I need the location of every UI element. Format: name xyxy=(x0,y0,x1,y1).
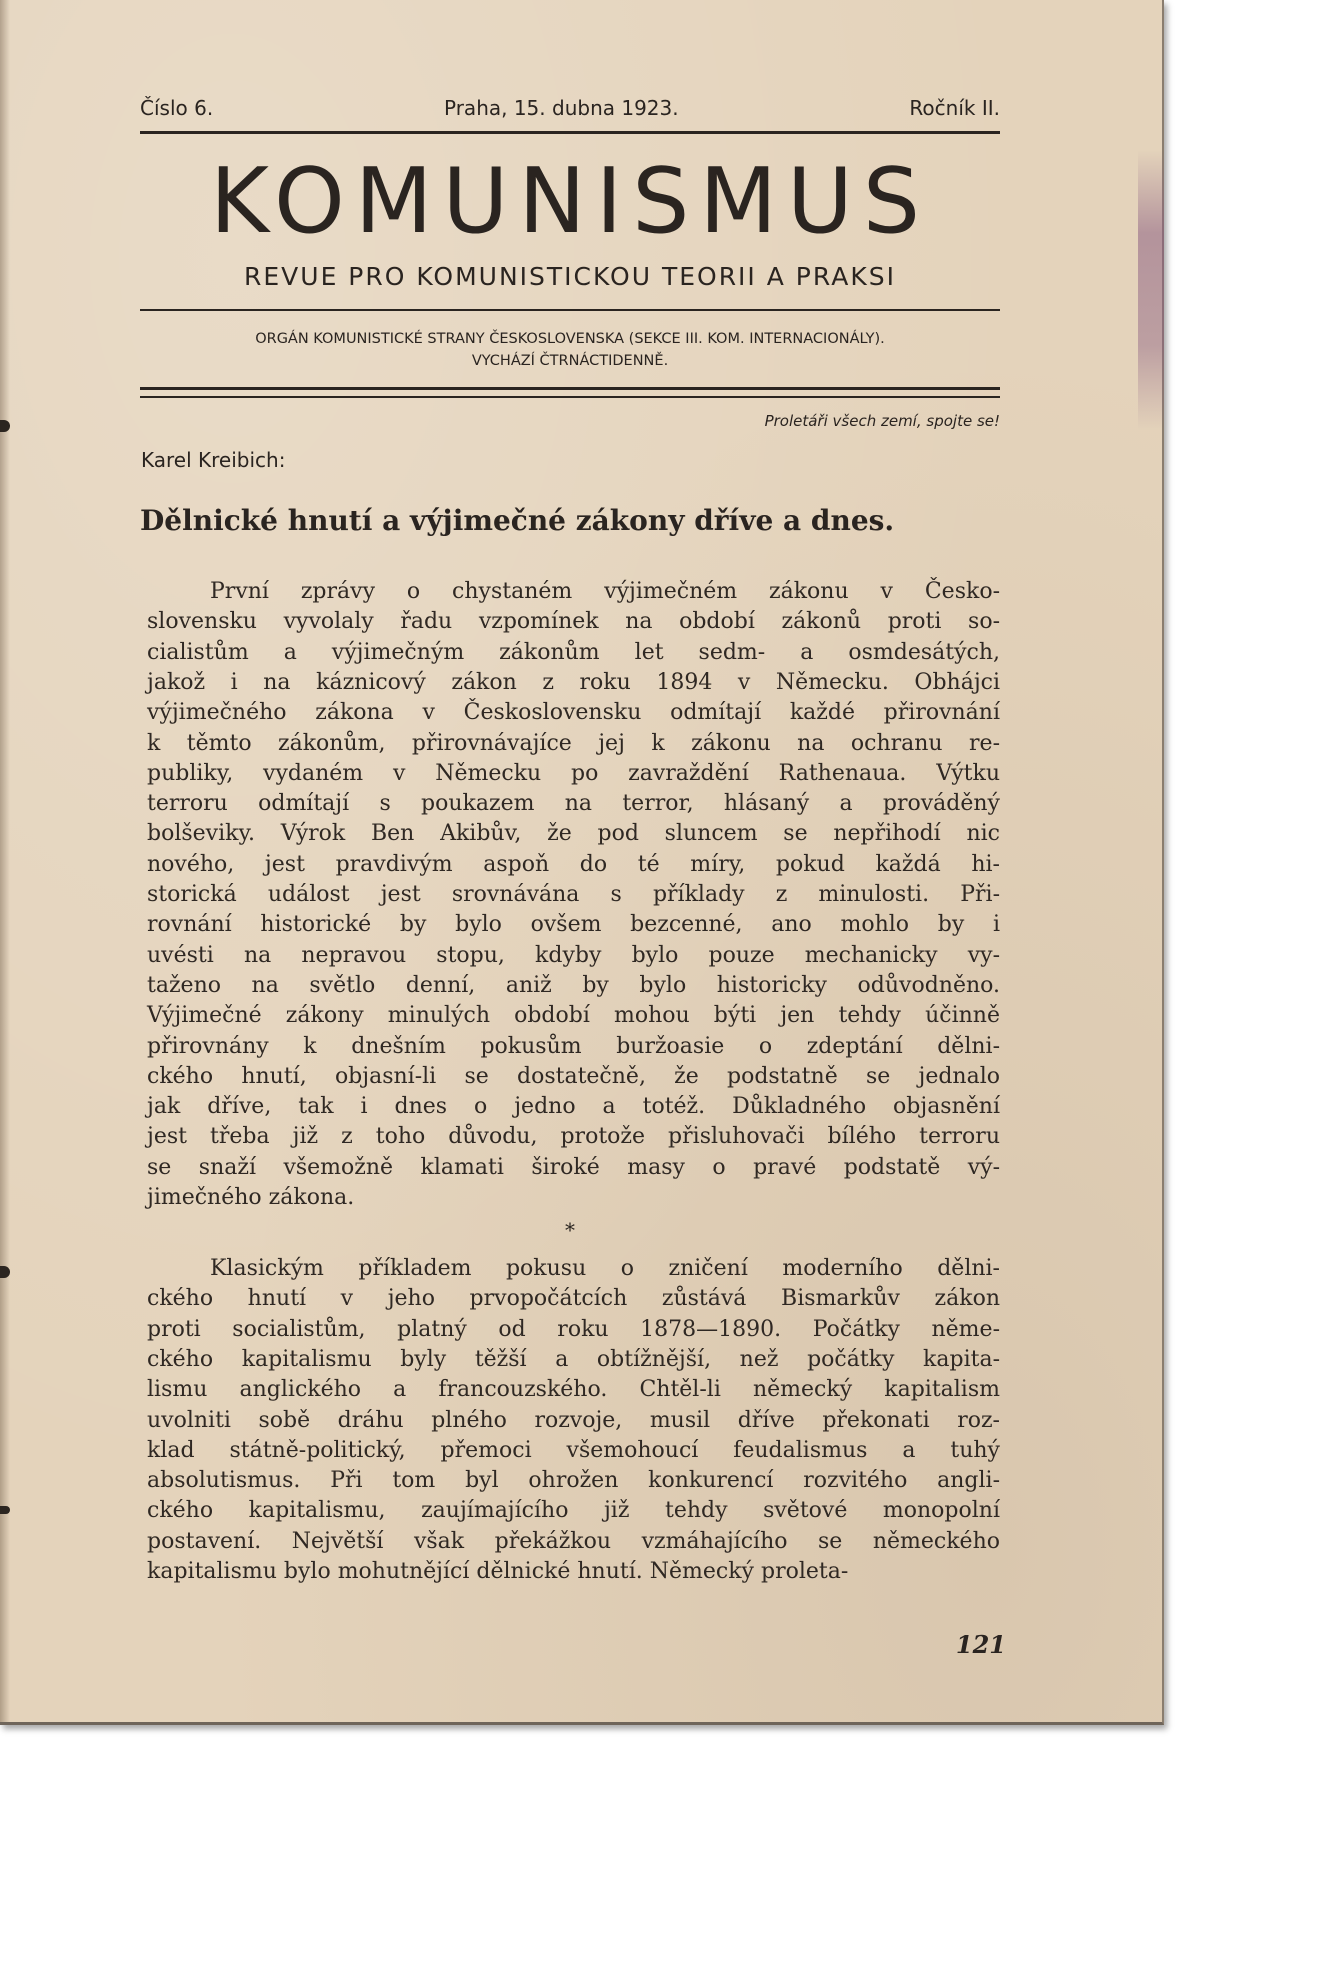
organ-line: VYCHÁZÍ ČTRNÁCTIDENNĚ. xyxy=(471,353,669,369)
text-line: jak dříve, tak i dnes o jedno a totéž. Důkladného objasnění xyxy=(147,1094,1000,1120)
text-line: postavení. Největší však překážkou vzmáhajícího se německého xyxy=(147,1528,1000,1554)
text-line: nového, jest pravdivým aspoň do té míry, pokud každá hi- xyxy=(147,851,1000,877)
masthead-title: KOMUNISMUS xyxy=(209,149,931,254)
text-line: Klasickým příkladem pokusu o zničení moderního dělni- xyxy=(210,1256,1000,1281)
text-line: absolutismus. Při tom byl ohrožen konkurencí rozvitého angli- xyxy=(147,1468,1000,1494)
issue-number: Číslo 6. xyxy=(140,96,214,120)
text-line: cialistům a výjimečným zákonům let sedm- a osmdesátých, xyxy=(147,639,1000,665)
text-line: taženo na světlo denní, aniž by bylo historicky odůvodněno. xyxy=(147,972,1000,998)
text-line: kapitalismu bylo mohutnějící dělnické hnutí. Německý proleta- xyxy=(147,1559,849,1584)
motto: Proletáři všech zemí, spojte se! xyxy=(764,412,1000,430)
masthead-rule-bottom xyxy=(140,396,1000,398)
text-line: publiky, vydaném v Německu po zavraždění Rathenaua. Výtku xyxy=(147,760,1000,786)
volume-number: Ročník II. xyxy=(909,96,1000,120)
text-line: ckého hnutí v jeho prvopočátcích zůstává Bismarkův zákon xyxy=(147,1286,1000,1312)
text-line: výjimečného zákona v Československu odmítají každé přirovnání xyxy=(147,700,1000,726)
page-number: 121 xyxy=(955,1630,1006,1659)
text-line: První zprávy o chystaném výjimečném zákonu v Česko- xyxy=(210,579,1000,604)
text-line: jakož i na káznicový zákon z roku 1894 v Německu. Obhájci xyxy=(147,669,1000,695)
ink-stain xyxy=(1138,150,1164,430)
section-separator: * xyxy=(565,1218,575,1242)
text-line: ckého kapitalismu, zaujímajícího již tehdy světové monopolní xyxy=(147,1498,1000,1524)
text-line: Výjimečné zákony minulých období mohou býti jen tehdy účinně xyxy=(147,1003,1000,1029)
text-line: jimečného zákona. xyxy=(147,1185,355,1210)
text-line: k těmto zákonům, přirovnávajíce jej k zákonu na ochranu re- xyxy=(147,730,1000,756)
text-line: bolševiky. Výrok Ben Akibův, že pod sluncem se nepřihodí nic xyxy=(147,821,1000,847)
place-date: Praha, 15. dubna 1923. xyxy=(444,96,679,120)
text-line: klad státně-politický, přemoci všemohoucí feudalismus a tuhý xyxy=(147,1437,1000,1463)
text-line: uvolniti sobě dráhu plného rozvoje, musil dříve překonati roz- xyxy=(147,1407,1000,1433)
text-line: ckého hnutí, objasní-li se dostatečně, že podstatně se jednalo xyxy=(147,1063,1000,1089)
subtitle-rule xyxy=(140,309,1000,311)
text-line: terroru odmítají s poukazem na terror, hlásaný a prováděný xyxy=(147,791,1000,817)
masthead-subtitle: REVUE PRO KOMUNISTICKOU TEORII A PRAKSI xyxy=(244,262,896,291)
article-title: Dělnické hnutí a výjimečné zákony dříve a dnes. xyxy=(140,504,895,537)
text-line: lismu anglického a francouzského. Chtěl-li německý kapitalism xyxy=(147,1377,1000,1403)
text-line: proti socialistům, platný od roku 1878—1890. Počátky něme- xyxy=(147,1316,1000,1342)
text-line: rovnání historické by bylo ovšem bezcenné, ano mohlo by i xyxy=(147,912,1000,938)
masthead-rule-top xyxy=(140,387,1000,390)
text-line: jest třeba již z toho důvodu, protože přisluhovači bílého terroru xyxy=(147,1124,1000,1150)
article-author: Karel Kreibich: xyxy=(141,448,286,472)
text-line: slovensku vyvolaly řadu vzpomínek na období zákonů proti so- xyxy=(147,609,1000,635)
text-line: storická událost jest srovnávána s příklady z minulosti. Při- xyxy=(147,882,1000,907)
text-line: ckého kapitalismu byly těžší a obtížnější, než počátky kapita- xyxy=(147,1346,1000,1372)
organ-line: ORGÁN KOMUNISTICKÉ STRANY ČESKOSLOVENSKA (SEKCE III. KOM. INTERNACIONÁLY). xyxy=(255,331,885,347)
text-line: se snaží všemožně klamati široké masy o pravé podstatě vý- xyxy=(147,1154,1000,1180)
binding-hole xyxy=(0,1506,10,1514)
organ-statement xyxy=(140,328,1000,372)
issue-header xyxy=(140,96,1000,120)
header-rule xyxy=(140,131,1000,134)
page-edge-shadow xyxy=(0,0,10,1722)
text-line: přirovnány k dnešním pokusům buržoasie o zdeptání dělni- xyxy=(147,1033,1000,1059)
text-line: uvésti na nepravou stopu, kdyby bylo pouze mechanicky vy- xyxy=(147,942,1000,968)
